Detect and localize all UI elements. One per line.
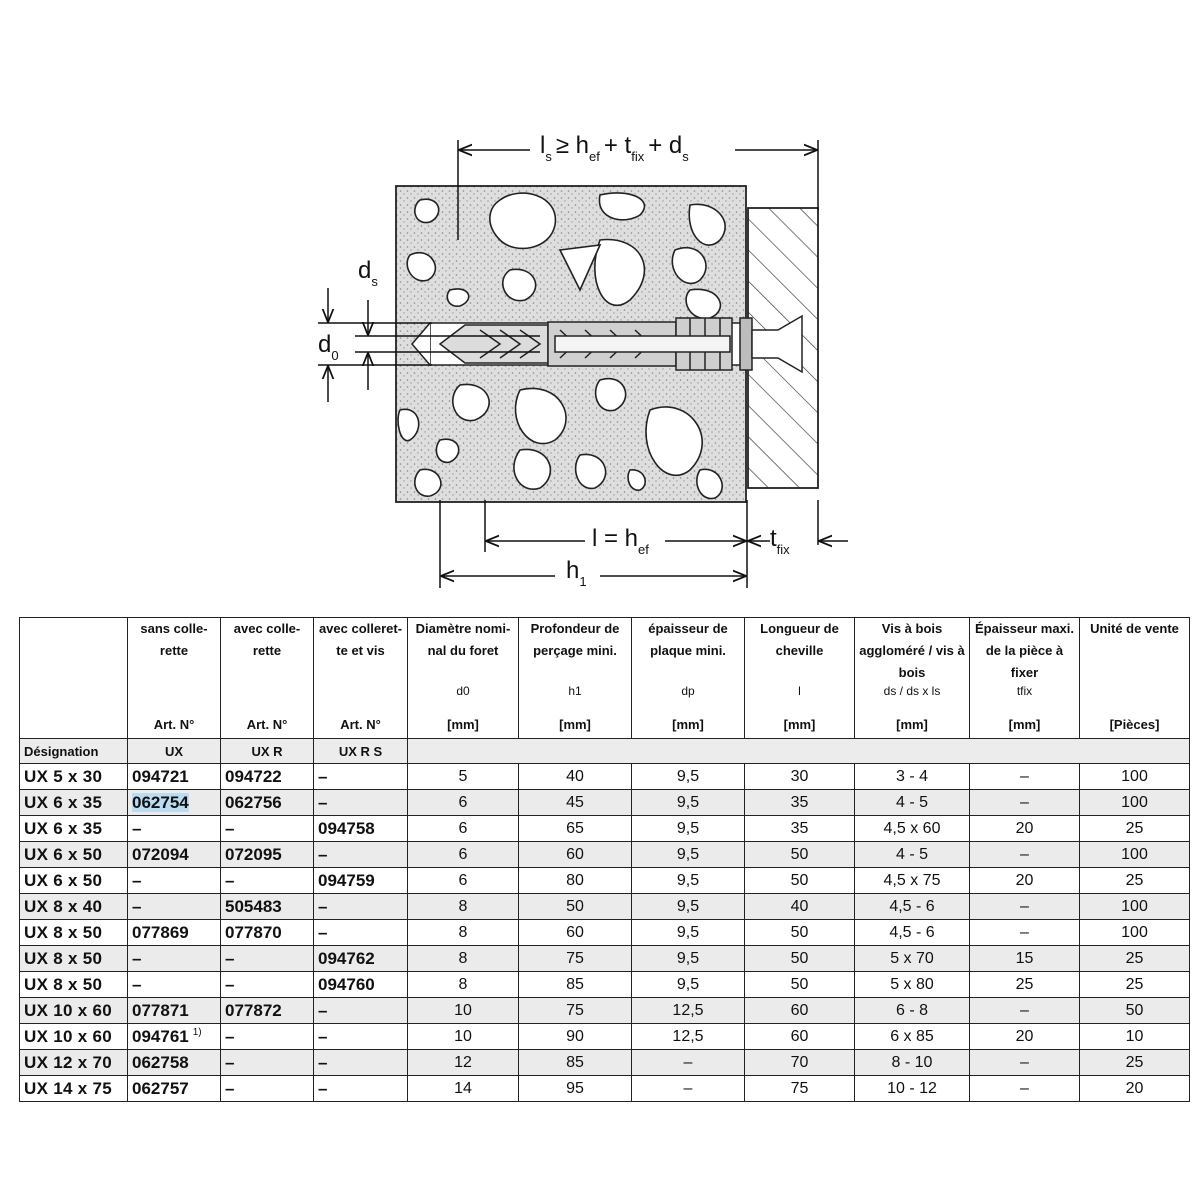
table-cell: – [128, 816, 221, 842]
table-cell: 75 [519, 998, 632, 1024]
table-cell: – [314, 790, 408, 816]
table-cell: 8 [408, 894, 519, 920]
table-cell: 4 - 5 [855, 842, 970, 868]
table-cell: 85 [519, 972, 632, 998]
table-cell: 4,5 x 60 [855, 816, 970, 842]
svg-text:ls≥ hef+ tfix+ ds: $l_s \ge h_{ef} + t_{fix} + d_s$ [540, 132, 689, 164]
table-cell: 077870 [221, 920, 314, 946]
table-cell: 50 [519, 894, 632, 920]
table-cell: 10 - 12 [855, 1076, 970, 1102]
table-cell: – [314, 920, 408, 946]
designation-cell: UX 6 x 35 [20, 790, 128, 816]
table-cell: 85 [519, 1050, 632, 1076]
table-cell: 20 [970, 868, 1080, 894]
table-cell: 8 [408, 972, 519, 998]
column-header: épaisseur de plaque mini. dp [mm] [632, 618, 745, 739]
table-cell: – [970, 842, 1080, 868]
designation-cell: UX 5 x 30 [20, 764, 128, 790]
table-cell: 20 [1080, 1076, 1190, 1102]
table-cell: 10 [408, 998, 519, 1024]
table-cell: – [314, 842, 408, 868]
table-row [20, 1076, 1190, 1102]
table-row [20, 1050, 1190, 1076]
designation-cell: UX [128, 739, 221, 764]
table-cell: 094760 [314, 972, 408, 998]
table-cell: 6 [408, 868, 519, 894]
column-header [20, 618, 128, 739]
table-cell: 100 [1080, 790, 1190, 816]
table-row [20, 1024, 1190, 1050]
table-cell: 4,5 - 6 [855, 894, 970, 920]
svg-text:h1: $h_1$ [566, 557, 587, 589]
table-cell: 4 - 5 [855, 790, 970, 816]
table-cell: – [221, 1024, 314, 1050]
table-cell: 077872 [221, 998, 314, 1024]
designation-cell: UX 8 x 50 [20, 920, 128, 946]
table-cell: 5 x 80 [855, 972, 970, 998]
table-cell: – [128, 946, 221, 972]
table-cell: 25 [1080, 972, 1190, 998]
table-cell: – [314, 764, 408, 790]
designation-cell: UX 10 x 60 [20, 1024, 128, 1050]
table-cell: 50 [745, 868, 855, 894]
table-cell: 50 [745, 920, 855, 946]
table-cell: 072094 [128, 842, 221, 868]
table-cell: 9,5 [632, 790, 745, 816]
table-cell: – [632, 1076, 745, 1102]
table-cell: 6 - 8 [855, 998, 970, 1024]
table-cell: 90 [519, 1024, 632, 1050]
table-cell: 6 [408, 842, 519, 868]
table-cell: 15 [970, 946, 1080, 972]
table-row [20, 998, 1190, 1024]
table-cell: 8 [408, 920, 519, 946]
table-cell: 60 [519, 842, 632, 868]
table-cell: 5 x 70 [855, 946, 970, 972]
table-cell: 094721 [128, 764, 221, 790]
table-cell: – [221, 972, 314, 998]
table-cell: 25 [1080, 868, 1190, 894]
table-cell: 094759 [314, 868, 408, 894]
table-cell: – [314, 998, 408, 1024]
table-cell: – [970, 920, 1080, 946]
table-cell: 14 [408, 1076, 519, 1102]
table-cell: 75 [519, 946, 632, 972]
table-cell: – [221, 868, 314, 894]
table-cell: 80 [519, 868, 632, 894]
table-cell: 062757 [128, 1076, 221, 1102]
table-cell: 077869 [128, 920, 221, 946]
table-cell: 094722 [221, 764, 314, 790]
table-cell: 3 - 4 [855, 764, 970, 790]
table-cell: 9,5 [632, 764, 745, 790]
table-cell: – [221, 1050, 314, 1076]
column-header: Épaisseur maxi. de la pièce à fixer tfix [mm] [970, 618, 1080, 739]
svg-text:tfix: $t_{fix}$ [770, 525, 790, 557]
table-row [20, 790, 1190, 816]
table-cell: 50 [745, 842, 855, 868]
table-row [20, 764, 1190, 790]
designation-cell: UX 12 x 70 [20, 1050, 128, 1076]
table-cell: 45 [519, 790, 632, 816]
svg-text:d0: $d_0$ [318, 331, 339, 363]
table-cell: 25 [1080, 1050, 1190, 1076]
table-cell: 9,5 [632, 842, 745, 868]
table-cell: 10 [1080, 1024, 1190, 1050]
column-header: avec colle-rette Art. N° [221, 618, 314, 739]
table-cell: 505483 [221, 894, 314, 920]
table-cell: 100 [1080, 842, 1190, 868]
table-cell: 60 [745, 1024, 855, 1050]
table-cell: 6 x 85 [855, 1024, 970, 1050]
svg-text:l = hef: $l = h_{ef}$ [592, 525, 649, 557]
table-cell: 60 [745, 998, 855, 1024]
table-cell: – [221, 816, 314, 842]
table-cell: – [221, 1076, 314, 1102]
svg-text:ds: $d_s$ [358, 257, 378, 289]
table-cell: 9,5 [632, 894, 745, 920]
designation-cell: UX 10 x 60 [20, 998, 128, 1024]
designation-cell: UX 6 x 35 [20, 816, 128, 842]
designation-cell: Désignation [20, 739, 128, 764]
table-cell: 40 [519, 764, 632, 790]
column-header: Vis à bois aggloméré / vis à bois ds / ds x ls [mm] [855, 618, 970, 739]
designation-cell: UX 8 x 50 [20, 946, 128, 972]
table-cell: 100 [1080, 894, 1190, 920]
column-header: sans colle-rette Art. N° [128, 618, 221, 739]
table-cell: – [314, 894, 408, 920]
table-cell: – [970, 998, 1080, 1024]
table-row [20, 894, 1190, 920]
designation-filler [408, 739, 1190, 764]
table-cell: 25 [1080, 816, 1190, 842]
table-cell: – [632, 1050, 745, 1076]
designation-cell: UX 14 x 75 [20, 1076, 128, 1102]
table-row [20, 816, 1190, 842]
table-cell: 35 [745, 790, 855, 816]
table-row [20, 842, 1190, 868]
column-header: Longueur de cheville l [mm] [745, 618, 855, 739]
table-cell: – [314, 1024, 408, 1050]
designation-cell: UX 8 x 40 [20, 894, 128, 920]
table-cell: 4,5 x 75 [855, 868, 970, 894]
table-cell: 100 [1080, 920, 1190, 946]
table-cell: 65 [519, 816, 632, 842]
table-cell: 9,5 [632, 920, 745, 946]
table-cell: – [314, 1076, 408, 1102]
table-cell: 20 [970, 816, 1080, 842]
table-cell: 072095 [221, 842, 314, 868]
table-cell: – [128, 868, 221, 894]
table-cell: – [970, 764, 1080, 790]
designation-cell: UX R [221, 739, 314, 764]
table-cell: 9,5 [632, 972, 745, 998]
table-cell: 20 [970, 1024, 1080, 1050]
table-cell: 9,5 [632, 868, 745, 894]
table-cell: 094758 [314, 816, 408, 842]
table-cell: 094762 [314, 946, 408, 972]
footnote-mark: 1) [192, 1026, 202, 1038]
designation-row [20, 739, 1190, 764]
column-header: Profondeur de perçage mini. h1 [mm] [519, 618, 632, 739]
table-cell: 100 [1080, 764, 1190, 790]
table-cell: 60 [519, 920, 632, 946]
designation-cell: UX 6 x 50 [20, 868, 128, 894]
table-cell: 6 [408, 790, 519, 816]
table-cell: 50 [745, 946, 855, 972]
designation-cell: UX 6 x 50 [20, 842, 128, 868]
designation-cell: UX R S [314, 739, 408, 764]
table-cell: 12 [408, 1050, 519, 1076]
table-row [20, 972, 1190, 998]
table-cell: 4,5 - 6 [855, 920, 970, 946]
table-cell: 8 - 10 [855, 1050, 970, 1076]
column-header: avec colleret-te et vis Art. N° [314, 618, 408, 739]
table-cell: 30 [745, 764, 855, 790]
header-row [20, 618, 1190, 739]
product-spec-table [19, 617, 1190, 1102]
table-cell: 062754 [128, 790, 221, 816]
table-cell: 50 [1080, 998, 1190, 1024]
table-cell: – [970, 1050, 1080, 1076]
table-cell: 40 [745, 894, 855, 920]
designation-cell: UX 8 x 50 [20, 972, 128, 998]
table-cell: – [970, 894, 1080, 920]
table-cell: – [128, 972, 221, 998]
table-cell: 6 [408, 816, 519, 842]
table-cell: 70 [745, 1050, 855, 1076]
table-cell: – [970, 790, 1080, 816]
table-cell: 5 [408, 764, 519, 790]
table-cell: 25 [970, 972, 1080, 998]
table-cell: 9,5 [632, 946, 745, 972]
table-cell: 35 [745, 816, 855, 842]
table-row [20, 920, 1190, 946]
table-cell: 25 [1080, 946, 1190, 972]
table-cell: – [970, 1076, 1080, 1102]
table-cell: 95 [519, 1076, 632, 1102]
table-row [20, 946, 1190, 972]
table-cell: 75 [745, 1076, 855, 1102]
table-cell: 094761 $^{1)}$ [128, 1024, 221, 1050]
table-cell: 10 [408, 1024, 519, 1050]
table-cell: 077871 [128, 998, 221, 1024]
table-cell: – [314, 1050, 408, 1076]
table-cell: 50 [745, 972, 855, 998]
table-cell: 12,5 [632, 998, 745, 1024]
column-header: Diamètre nomi-nal du foret d0 [mm] [408, 618, 519, 739]
table-row [20, 868, 1190, 894]
table-cell: 9,5 [632, 816, 745, 842]
column-header: Unité de vente [Pièces] [1080, 618, 1190, 739]
table-cell: 8 [408, 946, 519, 972]
table-cell: 062756 [221, 790, 314, 816]
table-cell: 12,5 [632, 1024, 745, 1050]
table-cell: 062758 [128, 1050, 221, 1076]
table-cell: – [128, 894, 221, 920]
table-cell: – [221, 946, 314, 972]
